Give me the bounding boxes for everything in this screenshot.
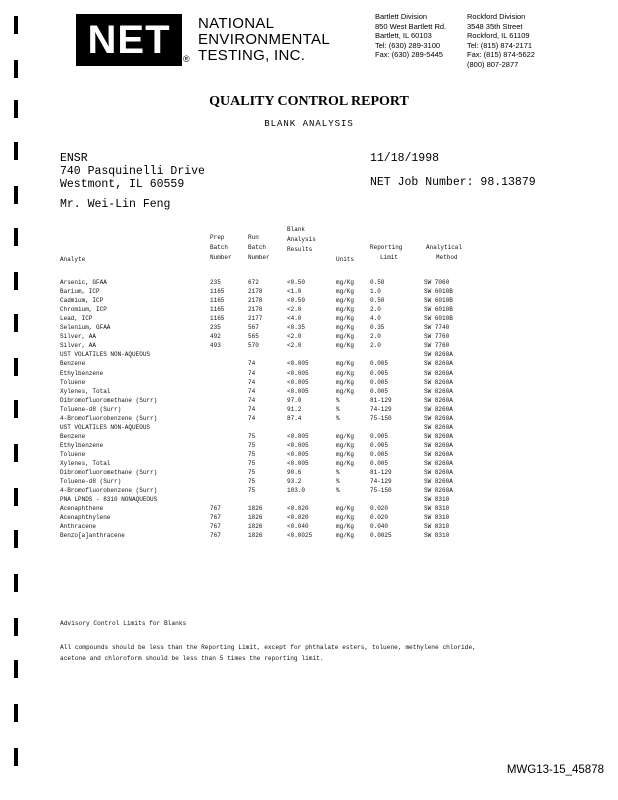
header-analytical-method xyxy=(426,243,462,263)
document-id: MWG13-15_45878 xyxy=(506,764,604,776)
cell-units: % xyxy=(336,478,340,486)
cell-run: 567 xyxy=(248,324,259,332)
cell-result: 87.4 xyxy=(287,414,302,422)
cell-analyte: 4-Bromofluorobenzene (Surr) xyxy=(60,414,158,422)
cell-method: SW 8260A xyxy=(424,423,453,431)
net-logo: NET xyxy=(76,14,182,66)
cell-limit: 0.020 xyxy=(370,514,389,522)
header-line: Prep xyxy=(210,234,225,241)
punch-mark xyxy=(14,60,18,78)
registered-mark: ® xyxy=(183,54,190,64)
cell-analyte: Benzene xyxy=(60,360,86,368)
punch-mark xyxy=(14,530,18,548)
cell-method: SW 7740 xyxy=(424,324,450,332)
cell-analyte: Ethylbenzene xyxy=(60,441,104,449)
cell-run: 74 xyxy=(248,387,256,395)
cell-analyte: Toluene xyxy=(60,451,86,458)
cell-analyte: Lead, ICP xyxy=(60,315,93,323)
cell-units: mg/Kg xyxy=(336,378,355,386)
cell-units: mg/Kg xyxy=(336,432,355,440)
cell-method: SW 7760 xyxy=(424,333,450,341)
header-line: Analytical xyxy=(426,244,463,251)
cell-analyte: Arsenic, GFAA xyxy=(60,279,107,286)
cell-result: <2.0 xyxy=(287,306,302,314)
cell-analyte: UST VOLATILES NON-AQUEOUS xyxy=(60,351,151,359)
client-line: ENSR xyxy=(60,152,88,165)
cell-run: 75 xyxy=(248,451,256,458)
punch-mark xyxy=(14,16,18,34)
cell-limit: 0.005 xyxy=(370,387,389,395)
header-line: Batch xyxy=(210,244,229,251)
cell-result: <1.0 xyxy=(287,288,302,296)
client-line: Westmont, IL 60559 xyxy=(60,178,185,191)
cell-method: SW 8310 xyxy=(424,514,450,522)
cell-method: SW 8260A xyxy=(424,378,453,386)
cell-units: mg/Kg xyxy=(336,324,355,332)
cell-units: mg/Kg xyxy=(336,387,355,395)
address-line: Tel: (630) 289-3100 xyxy=(375,40,441,50)
cell-run: 75 xyxy=(248,478,256,486)
cell-prep: 1165 xyxy=(210,315,225,323)
cell-method: SW 8260A xyxy=(424,441,453,449)
cell-result: <0.020 xyxy=(287,514,309,522)
cell-units: mg/Kg xyxy=(336,451,355,458)
client-line: 740 Pasquinelli Drive xyxy=(60,165,205,178)
punch-mark xyxy=(14,186,18,204)
job-number: NET Job Number: 98.13879 xyxy=(370,176,536,189)
header-reporting-limit xyxy=(370,243,402,263)
cell-method: SW 8310 xyxy=(424,532,450,540)
cell-limit: 0.005 xyxy=(370,369,389,377)
cell-method: SW 8310 xyxy=(424,505,450,513)
cell-prep: 1165 xyxy=(210,297,225,305)
cell-limit: 75-150 xyxy=(370,414,392,422)
cell-limit: 81-129 xyxy=(370,396,392,404)
cell-prep: 493 xyxy=(210,342,221,350)
cell-prep: 1165 xyxy=(210,288,225,296)
cell-result: <0.005 xyxy=(287,432,309,440)
cell-result: <0.005 xyxy=(287,378,309,386)
cell-method: SW 8260A xyxy=(424,469,453,477)
punch-mark xyxy=(14,748,18,766)
cell-result: <0.0025 xyxy=(287,532,313,540)
cell-analyte: Xylenes, Total xyxy=(60,460,111,467)
cell-result: <0.50 xyxy=(287,297,306,305)
cell-units: mg/Kg xyxy=(336,369,355,377)
address-line: Fax: (630) 289-5445 xyxy=(375,50,443,59)
cell-result: <0.005 xyxy=(287,441,309,449)
cell-analyte: Selenium, GFAA xyxy=(60,324,111,332)
company-line: TESTING, INC. xyxy=(198,47,306,64)
cell-units: mg/Kg xyxy=(336,306,355,314)
cell-analyte: Xylenes, Total xyxy=(60,387,111,395)
header-line: Number xyxy=(248,254,270,261)
cell-result: 97.0 xyxy=(287,396,302,404)
cell-analyte: Chromium, ICP xyxy=(60,306,107,314)
cell-method: SW 8260A xyxy=(424,451,453,458)
header-prep-batch xyxy=(210,233,232,263)
cell-limit: 0.50 xyxy=(370,279,385,286)
cell-run: 1826 xyxy=(248,514,263,522)
header-line: Reporting xyxy=(370,244,403,251)
cell-limit: 4.0 xyxy=(370,315,381,323)
cell-limit: 2.0 xyxy=(370,306,381,314)
cell-method: SW 8260A xyxy=(424,351,453,359)
cell-units: % xyxy=(336,414,340,422)
punch-mark xyxy=(14,488,18,506)
cell-run: 1826 xyxy=(248,532,263,540)
cell-prep: 235 xyxy=(210,324,221,332)
cell-run: 75 xyxy=(248,487,256,495)
cell-analyte: Cadmium, ICP xyxy=(60,297,104,305)
punch-mark xyxy=(14,444,18,462)
cell-limit: 0.005 xyxy=(370,378,389,386)
cell-method: SW 8260A xyxy=(424,369,453,377)
cell-prep: 767 xyxy=(210,514,221,522)
cell-analyte: Benzene xyxy=(60,432,86,440)
cell-analyte: Silver, AA xyxy=(60,333,97,341)
division-name: Bartlett Division xyxy=(375,12,428,21)
cell-limit: 2.0 xyxy=(370,342,381,350)
punch-mark xyxy=(14,314,18,332)
company-name xyxy=(198,16,330,64)
header-run-batch xyxy=(248,233,270,263)
cell-result: 93.2 xyxy=(287,478,302,486)
cell-result: <0.005 xyxy=(287,387,309,395)
cell-method: SW 8260A xyxy=(424,432,453,440)
cell-units: % xyxy=(336,396,340,404)
cell-result: <0.040 xyxy=(287,523,309,531)
header-line: Batch xyxy=(248,244,267,251)
cell-analyte: Toluene-d8 (Surr) xyxy=(60,405,122,413)
cell-run: 74 xyxy=(248,378,256,386)
report-subtitle: BLANK ANALYSIS xyxy=(264,119,354,129)
address-line: (800) 807-2877 xyxy=(467,59,519,69)
cell-prep: 767 xyxy=(210,505,221,513)
cell-limit: 0.040 xyxy=(370,523,389,531)
cell-units: mg/Kg xyxy=(336,279,355,286)
bartlett-division-address xyxy=(375,12,446,60)
advisory-note-line: acetone and chloroform should be less than 5 times the reporting limit. xyxy=(60,655,324,662)
cell-units: mg/Kg xyxy=(336,342,355,350)
cell-limit: 2.0 xyxy=(370,333,381,341)
address-line: Bartlett, IL 60103 xyxy=(375,31,432,40)
cell-run: 75 xyxy=(248,441,256,449)
cell-method: SW 8260A xyxy=(424,460,453,467)
header-line: Method xyxy=(436,254,458,261)
header-units: Units xyxy=(336,256,355,263)
cell-result: <0.005 xyxy=(287,460,309,467)
cell-analyte: PNA LPNDS - 8310 NONAQUEOUS xyxy=(60,496,158,504)
cell-prep: 235 xyxy=(210,279,221,286)
cell-run: 74 xyxy=(248,396,256,404)
cell-limit: 0.005 xyxy=(370,360,389,368)
cell-result: <0.50 xyxy=(287,279,306,286)
cell-units: mg/Kg xyxy=(336,360,355,368)
cell-run: 1826 xyxy=(248,523,263,531)
header-line: Number xyxy=(210,254,232,261)
address-line: Fax: (815) 874-5622 xyxy=(467,50,535,59)
cell-limit: 0.005 xyxy=(370,432,389,440)
cell-run: 570 xyxy=(248,342,259,350)
cell-limit: 74-129 xyxy=(370,478,392,486)
cell-limit: 0.005 xyxy=(370,441,389,449)
cell-analyte: Acenaphthene xyxy=(60,505,104,513)
cell-run: 74 xyxy=(248,360,256,368)
cell-analyte: Acenaphthylene xyxy=(60,514,111,522)
header-analyte: Analyte xyxy=(60,256,86,263)
cell-units: mg/Kg xyxy=(336,523,355,531)
cell-units: % xyxy=(336,487,340,495)
company-line: ENVIRONMENTAL xyxy=(198,31,330,48)
address-line: 850 West Bartlett Rd. xyxy=(375,21,447,31)
cell-result: <0.005 xyxy=(287,360,309,368)
cell-limit: 81-129 xyxy=(370,469,392,477)
cell-limit: 74-129 xyxy=(370,405,392,413)
advisory-note-line: All compounds should be less than the Reporting Limit, except for phthalate esters, toluene, methylene chloride, xyxy=(60,644,476,651)
division-name: Rockford Division xyxy=(467,12,526,21)
cell-method: SW 8260A xyxy=(424,405,453,413)
cell-run: 75 xyxy=(248,432,256,440)
cell-method: SW 8260A xyxy=(424,360,453,368)
cell-units: % xyxy=(336,469,340,477)
cell-result: 103.0 xyxy=(287,487,306,495)
punch-mark xyxy=(14,660,18,678)
address-line: Rockford, IL 61109 xyxy=(467,31,530,40)
cell-units: mg/Kg xyxy=(336,297,355,305)
cell-method: SW 8260A xyxy=(424,414,453,422)
advisory-heading: Advisory Control Limits for Blanks xyxy=(60,620,187,627)
cell-prep: 1165 xyxy=(210,306,225,314)
cell-run: 2178 xyxy=(248,306,263,314)
cell-run: 1826 xyxy=(248,505,263,513)
cell-units: mg/Kg xyxy=(336,333,355,341)
cell-run: 2178 xyxy=(248,288,263,296)
rockford-division-address xyxy=(467,12,535,69)
report-date: 11/18/1998 xyxy=(370,152,440,165)
cell-prep: 767 xyxy=(210,523,221,531)
cell-analyte: Dibromofluoromethane (Surr) xyxy=(60,396,158,404)
punch-mark xyxy=(14,142,18,160)
cell-method: SW 8260A xyxy=(424,396,453,404)
cell-analyte: Barium, ICP xyxy=(60,288,100,296)
cell-run: 74 xyxy=(248,414,256,422)
punch-mark xyxy=(14,272,18,290)
cell-analyte: Toluene-d8 (Surr) xyxy=(60,478,122,486)
punch-mark xyxy=(14,574,18,592)
cell-run: 565 xyxy=(248,333,259,341)
address-line: 3548 35th Street xyxy=(467,21,523,31)
cell-units: mg/Kg xyxy=(336,315,355,323)
cell-units: mg/Kg xyxy=(336,514,355,522)
company-line: NATIONAL xyxy=(198,15,275,32)
cell-method: SW 6010B xyxy=(424,315,453,323)
cell-limit: 0.50 xyxy=(370,297,385,305)
contact-name: Mr. Wei-Lin Feng xyxy=(60,198,171,211)
cell-limit: 1.0 xyxy=(370,288,381,296)
header-line: Blank xyxy=(287,226,306,233)
cell-run: 2177 xyxy=(248,315,263,323)
cell-analyte: Silver, AA xyxy=(60,342,97,350)
cell-method: SW 8260A xyxy=(424,487,453,495)
header-blank-results xyxy=(287,225,316,255)
cell-method: SW 7760 xyxy=(424,342,450,350)
cell-units: mg/Kg xyxy=(336,460,355,467)
cell-analyte: Toluene xyxy=(60,378,86,386)
punch-mark xyxy=(14,704,18,722)
cell-limit: 75-150 xyxy=(370,487,392,495)
cell-method: SW 7060 xyxy=(424,279,450,286)
cell-limit: 0.005 xyxy=(370,451,389,458)
cell-units: mg/Kg xyxy=(336,441,355,449)
cell-result: <2.0 xyxy=(287,342,302,350)
header-line: Results xyxy=(287,246,313,253)
header-line: Limit xyxy=(380,254,399,261)
punch-mark xyxy=(14,618,18,636)
cell-limit: 0.35 xyxy=(370,324,385,332)
cell-result: <0.35 xyxy=(287,324,306,332)
cell-result: <0.005 xyxy=(287,369,309,377)
cell-units: % xyxy=(336,405,340,413)
cell-result: 90.6 xyxy=(287,469,302,477)
cell-run: 672 xyxy=(248,279,259,286)
cell-run: 75 xyxy=(248,460,256,467)
cell-units: mg/Kg xyxy=(336,532,355,540)
cell-method: SW 8310 xyxy=(424,523,450,531)
cell-run: 74 xyxy=(248,369,256,377)
cell-analyte: 4-Bromofluorobenzene (Surr) xyxy=(60,487,158,495)
cell-limit: 0.005 xyxy=(370,460,389,467)
header-line: Run xyxy=(248,234,259,241)
header-line: Analysis xyxy=(287,236,316,243)
address-line: Tel: (815) 874-2171 xyxy=(467,40,533,50)
cell-method: SW 8310 xyxy=(424,496,450,504)
cell-run: 2178 xyxy=(248,297,263,305)
cell-run: 74 xyxy=(248,405,256,413)
cell-result: <0.020 xyxy=(287,505,309,513)
cell-analyte: Ethylbenzene xyxy=(60,369,104,377)
cell-result: <0.005 xyxy=(287,451,309,458)
cell-method: SW 6010B xyxy=(424,288,453,296)
cell-run: 75 xyxy=(248,469,256,477)
cell-analyte: Dibromofluoromethane (Surr) xyxy=(60,469,158,477)
cell-prep: 767 xyxy=(210,532,221,540)
cell-analyte: UST VOLATILES NON-AQUEOUS xyxy=(60,423,151,431)
cell-method: SW 6010B xyxy=(424,306,453,314)
report-title: QUALITY CONTROL REPORT xyxy=(209,94,409,109)
cell-units: mg/Kg xyxy=(336,505,355,513)
cell-limit: 0.020 xyxy=(370,505,389,513)
cell-method: SW 8260A xyxy=(424,478,453,486)
cell-result: <2.0 xyxy=(287,333,302,341)
client-address xyxy=(60,152,205,191)
cell-limit: 0.0025 xyxy=(370,532,392,540)
cell-method: SW 6010B xyxy=(424,297,453,305)
cell-result: 91.2 xyxy=(287,405,302,413)
cell-analyte: Benzo[a]anthracene xyxy=(60,532,125,540)
punch-mark xyxy=(14,400,18,418)
punch-mark xyxy=(14,228,18,246)
cell-method: SW 8260A xyxy=(424,387,453,395)
cell-result: <4.0 xyxy=(287,315,302,323)
cell-analyte: Anthracene xyxy=(60,523,97,531)
cell-units: mg/Kg xyxy=(336,288,355,296)
cell-prep: 492 xyxy=(210,333,221,341)
punch-mark xyxy=(14,358,18,376)
